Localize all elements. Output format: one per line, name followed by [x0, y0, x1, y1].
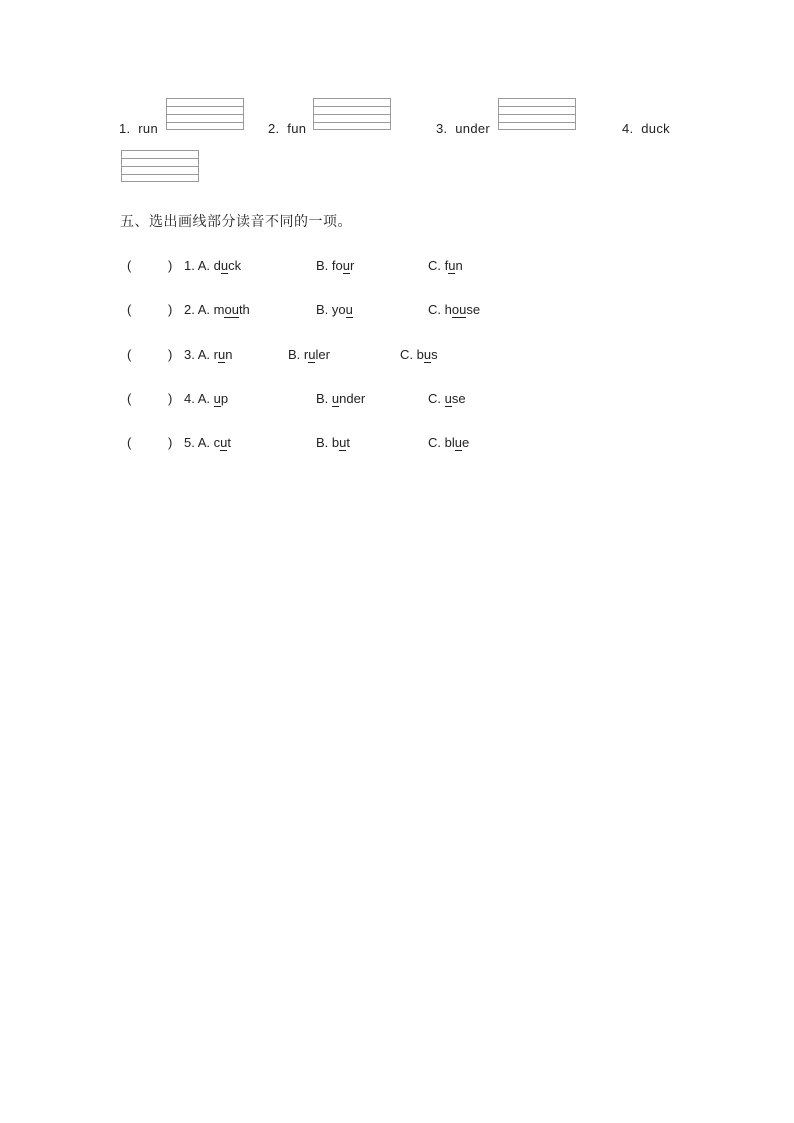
option-b: B. under [316, 391, 366, 406]
writing-lines-2[interactable] [313, 98, 391, 130]
item-word: under [455, 121, 491, 136]
item-number: 4. [622, 121, 634, 136]
option-c: C. use [428, 391, 466, 406]
item-word: run [138, 121, 158, 136]
option-b: B. four [316, 258, 355, 273]
writing-item-3 [436, 121, 490, 136]
writing-item-4 [622, 121, 670, 136]
item-number: 2. [268, 121, 280, 136]
item-number: 1. [119, 121, 131, 136]
answer-paren-open: ( [127, 435, 132, 450]
item-word: fun [287, 121, 307, 136]
item-number: 3. [436, 121, 448, 136]
answer-paren-close: ) [168, 258, 173, 273]
answer-paren-close: ) [168, 302, 173, 317]
option-a: 2. A. mouth [184, 302, 250, 317]
writing-lines-1[interactable] [166, 98, 244, 130]
answer-paren-open: ( [127, 347, 132, 362]
answer-paren-close: ) [168, 391, 173, 406]
option-b: B. ruler [288, 347, 330, 362]
writing-lines-4[interactable] [121, 150, 199, 182]
question-row [0, 347, 794, 367]
answer-paren-close: ) [168, 435, 173, 450]
answer-paren-open: ( [127, 391, 132, 406]
writing-lines-3[interactable] [498, 98, 576, 130]
option-a: 1. A. duck [184, 258, 242, 273]
option-c: C. fun [428, 258, 463, 273]
option-c: C. blue [428, 435, 470, 450]
section-title: 五、选出画线部分读音不同的一项。 [120, 214, 352, 230]
writing-item-1 [119, 121, 158, 136]
question-row [0, 258, 794, 278]
item-word: duck [641, 121, 670, 136]
option-c: C. house [428, 302, 481, 317]
option-c: C. bus [400, 347, 438, 362]
option-a: 5. A. cut [184, 435, 231, 450]
question-row [0, 435, 794, 455]
question-row [0, 302, 794, 322]
writing-item-2 [268, 121, 306, 136]
option-a: 4. A. up [184, 391, 229, 406]
answer-paren-close: ) [168, 347, 173, 362]
question-row [0, 391, 794, 411]
answer-paren-open: ( [127, 258, 132, 273]
option-b: B. you [316, 302, 353, 317]
option-b: B. but [316, 435, 350, 450]
option-a: 3. A. run [184, 347, 233, 362]
answer-paren-open: ( [127, 302, 132, 317]
